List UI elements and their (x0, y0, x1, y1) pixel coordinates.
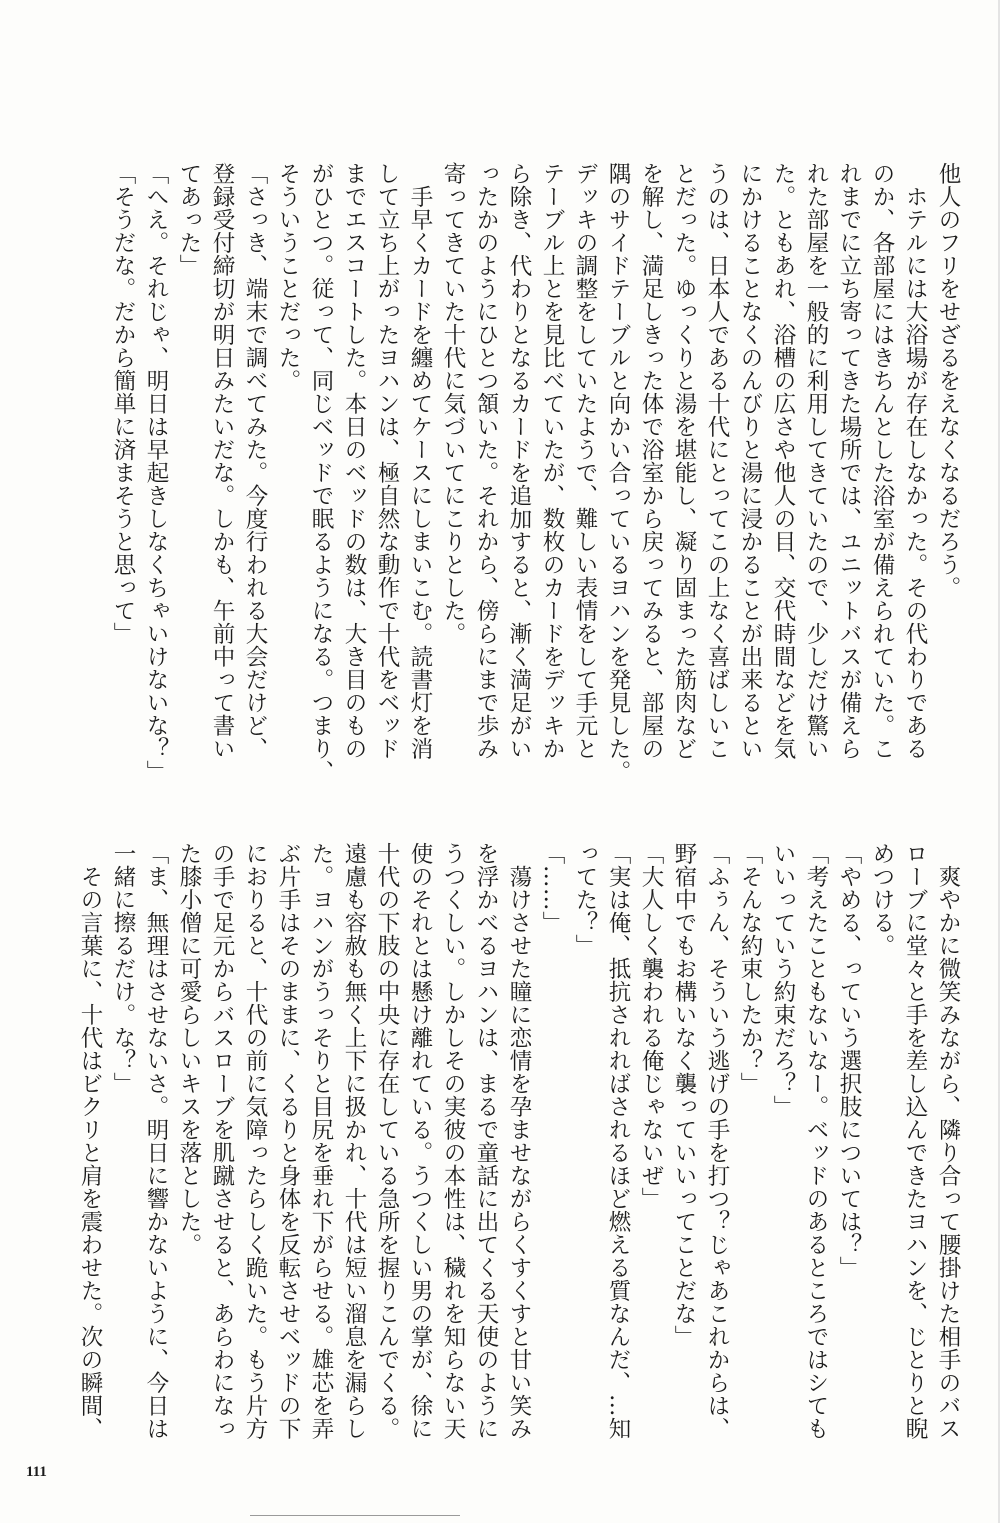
bottom-text-column: 一緒に擦るだけ。な？」 (110, 842, 136, 1095)
bottom-text-column: を浮かべるヨハンは、まるで童話に出てくる天使のように (473, 842, 499, 1440)
bottom-text-column: 「やめる、っていう選択肢については？」 (836, 842, 862, 1279)
top-text-column: を解し、満足しきった体で浴室から戻ってみると、部屋の (638, 162, 664, 760)
bottom-text-column: 「ふぅん、そういう逃げの手を打つ？じゃあこれからは、 (704, 842, 730, 1440)
top-text-column: 「そうだな。だから簡単に済まそうと思って」 (110, 162, 136, 645)
bottom-text-column: た膝小僧に可愛らしいキスを落とした。 (176, 842, 202, 1256)
bottom-text-column: ってた？」 (572, 842, 598, 957)
top-text-column: 隅のサイドテーブルと向かい合っているヨハンを発見した。 (605, 162, 631, 783)
top-text-column: して立ち上がったヨハンは、極自然な動作で十代をベッド (374, 162, 400, 760)
top-text-column: とだった。ゆっくりと湯を堪能し、凝り固まった筋肉など (671, 162, 697, 760)
bottom-text-column: うつくしい。しかしその実彼の本性は、穢れを知らない天 (440, 842, 466, 1440)
top-text-column: ったかのようにひとつ頷いた。それから、傍らにまで歩み (473, 162, 499, 760)
top-text-column: にかけることなくのんびりと湯に浸かることが出来るとい (737, 162, 763, 760)
bottom-text-column: 「大人しく襲われる俺じゃないぜ」 (638, 842, 664, 1210)
bottom-text-column: た。ヨハンがうっそりと目尻を垂れ下がらせる。雄芯を弄 (308, 842, 334, 1440)
bottom-text-column: その言葉に、十代はビクリと肩を震わせた。次の瞬間、 (77, 864, 103, 1440)
footer-rule (250, 1515, 460, 1516)
top-text-column: ホテルには大浴場が存在しなかった。その代わりである (902, 184, 928, 760)
bottom-text-column: の手で足元からバスローブを肌蹴させると、あらわになっ (209, 842, 235, 1440)
top-text-column: そういうことだった。 (275, 162, 301, 392)
bottom-text-column: 「……」 (539, 842, 565, 934)
bottom-text-column: 「ま、無理はさせないさ。明日に響かないように、今日は (143, 842, 169, 1440)
top-text-column: た。ともあれ、浴槽の広さや他人の目、交代時間などを気 (770, 162, 796, 760)
bottom-text-column: 十代の下肢の中央に存在している急所を握りこんでくる。 (374, 842, 400, 1440)
bottom-text-column: 「そんな約束したか？」 (737, 842, 763, 1095)
top-text-column: れまでに立ち寄ってきた場所では、ユニットバスが備えら (836, 162, 862, 760)
top-text-column: うのは、日本人である十代にとってこの上なく喜ばしいこ (704, 162, 730, 760)
top-text-column: 手早くカードを纏めてケースにしまいこむ。読書灯を消 (407, 184, 433, 760)
bottom-text-column: 野宿中でもお構いなく襲っていいってことだな」 (671, 842, 697, 1348)
top-text-column: 「へえ。それじゃ、明日は早起きしなくちゃいけないな？」 (143, 162, 169, 783)
bottom-text-column: におりると、十代の前に気障ったらしく跪いた。もう片方 (242, 842, 268, 1440)
bottom-text-column: めつける。 (869, 842, 895, 957)
text-block-bottom (77, 842, 964, 1440)
bottom-text-column: 爽やかに微笑みながら、隣り合って腰掛けた相手のバス (935, 864, 961, 1440)
top-text-column: 「さっき、端末で調べてみた。今度行われる大会だけど、 (242, 162, 268, 760)
top-text-column: てあった」 (176, 162, 202, 277)
top-text-column: 登録受付締切が明日みたいだな。しかも、午前中って書い (209, 162, 235, 760)
top-text-column: デッキの調整をしていたようで、難しい表情をして手元と (572, 162, 598, 760)
text-block-top (110, 162, 964, 783)
bottom-text-column: 蕩けさせた瞳に恋情を孕ませながらくすくすと甘い笑み (506, 864, 532, 1440)
bottom-text-column: 「考えたこともないなー。ベッドのあるところではシても (803, 842, 829, 1440)
bottom-text-column: ぶ片手はそのままに、くるりと身体を反転させベッドの下 (275, 842, 301, 1440)
top-text-column: 寄ってきていた十代に気づいてにこりとした。 (440, 162, 466, 645)
top-text-column: までエスコートした。本日のベッドの数は、大き目のもの (341, 162, 367, 760)
bottom-text-column: いいっていう約束だろ？」 (770, 842, 796, 1118)
top-text-column: ら除き、代わりとなるカードを追加すると、漸く満足がい (506, 162, 532, 760)
top-text-column: 他人のフリをせざるをえなくなるだろう。 (935, 162, 961, 599)
top-text-column: のか、各部屋にはきちんとした浴室が備えられていた。こ (869, 162, 895, 760)
top-text-column: がひとつ。従って、同じベッドで眠るようになる。つまり、 (308, 162, 334, 783)
bottom-text-column: 遠慮も容赦も無く上下に扱かれ、十代は短い溜息を漏らし (341, 842, 367, 1440)
bottom-text-column: ローブに堂々と手を差し込んできたヨハンを、じとりと睨 (902, 842, 928, 1440)
page-number: 111 (26, 1464, 47, 1480)
top-text-column: テーブル上とを見比べていたが、数枚のカードをデッキか (539, 162, 565, 760)
top-text-column: れた部屋を一般的に利用してきていたので、少しだけ驚い (803, 162, 829, 760)
bottom-text-column: 使のそれとは懸け離れている。うつくしい男の掌が、徐に (407, 842, 433, 1440)
bottom-text-column: 「実は俺、抵抗されればされるほど燃える質なんだ、…知 (605, 842, 631, 1440)
